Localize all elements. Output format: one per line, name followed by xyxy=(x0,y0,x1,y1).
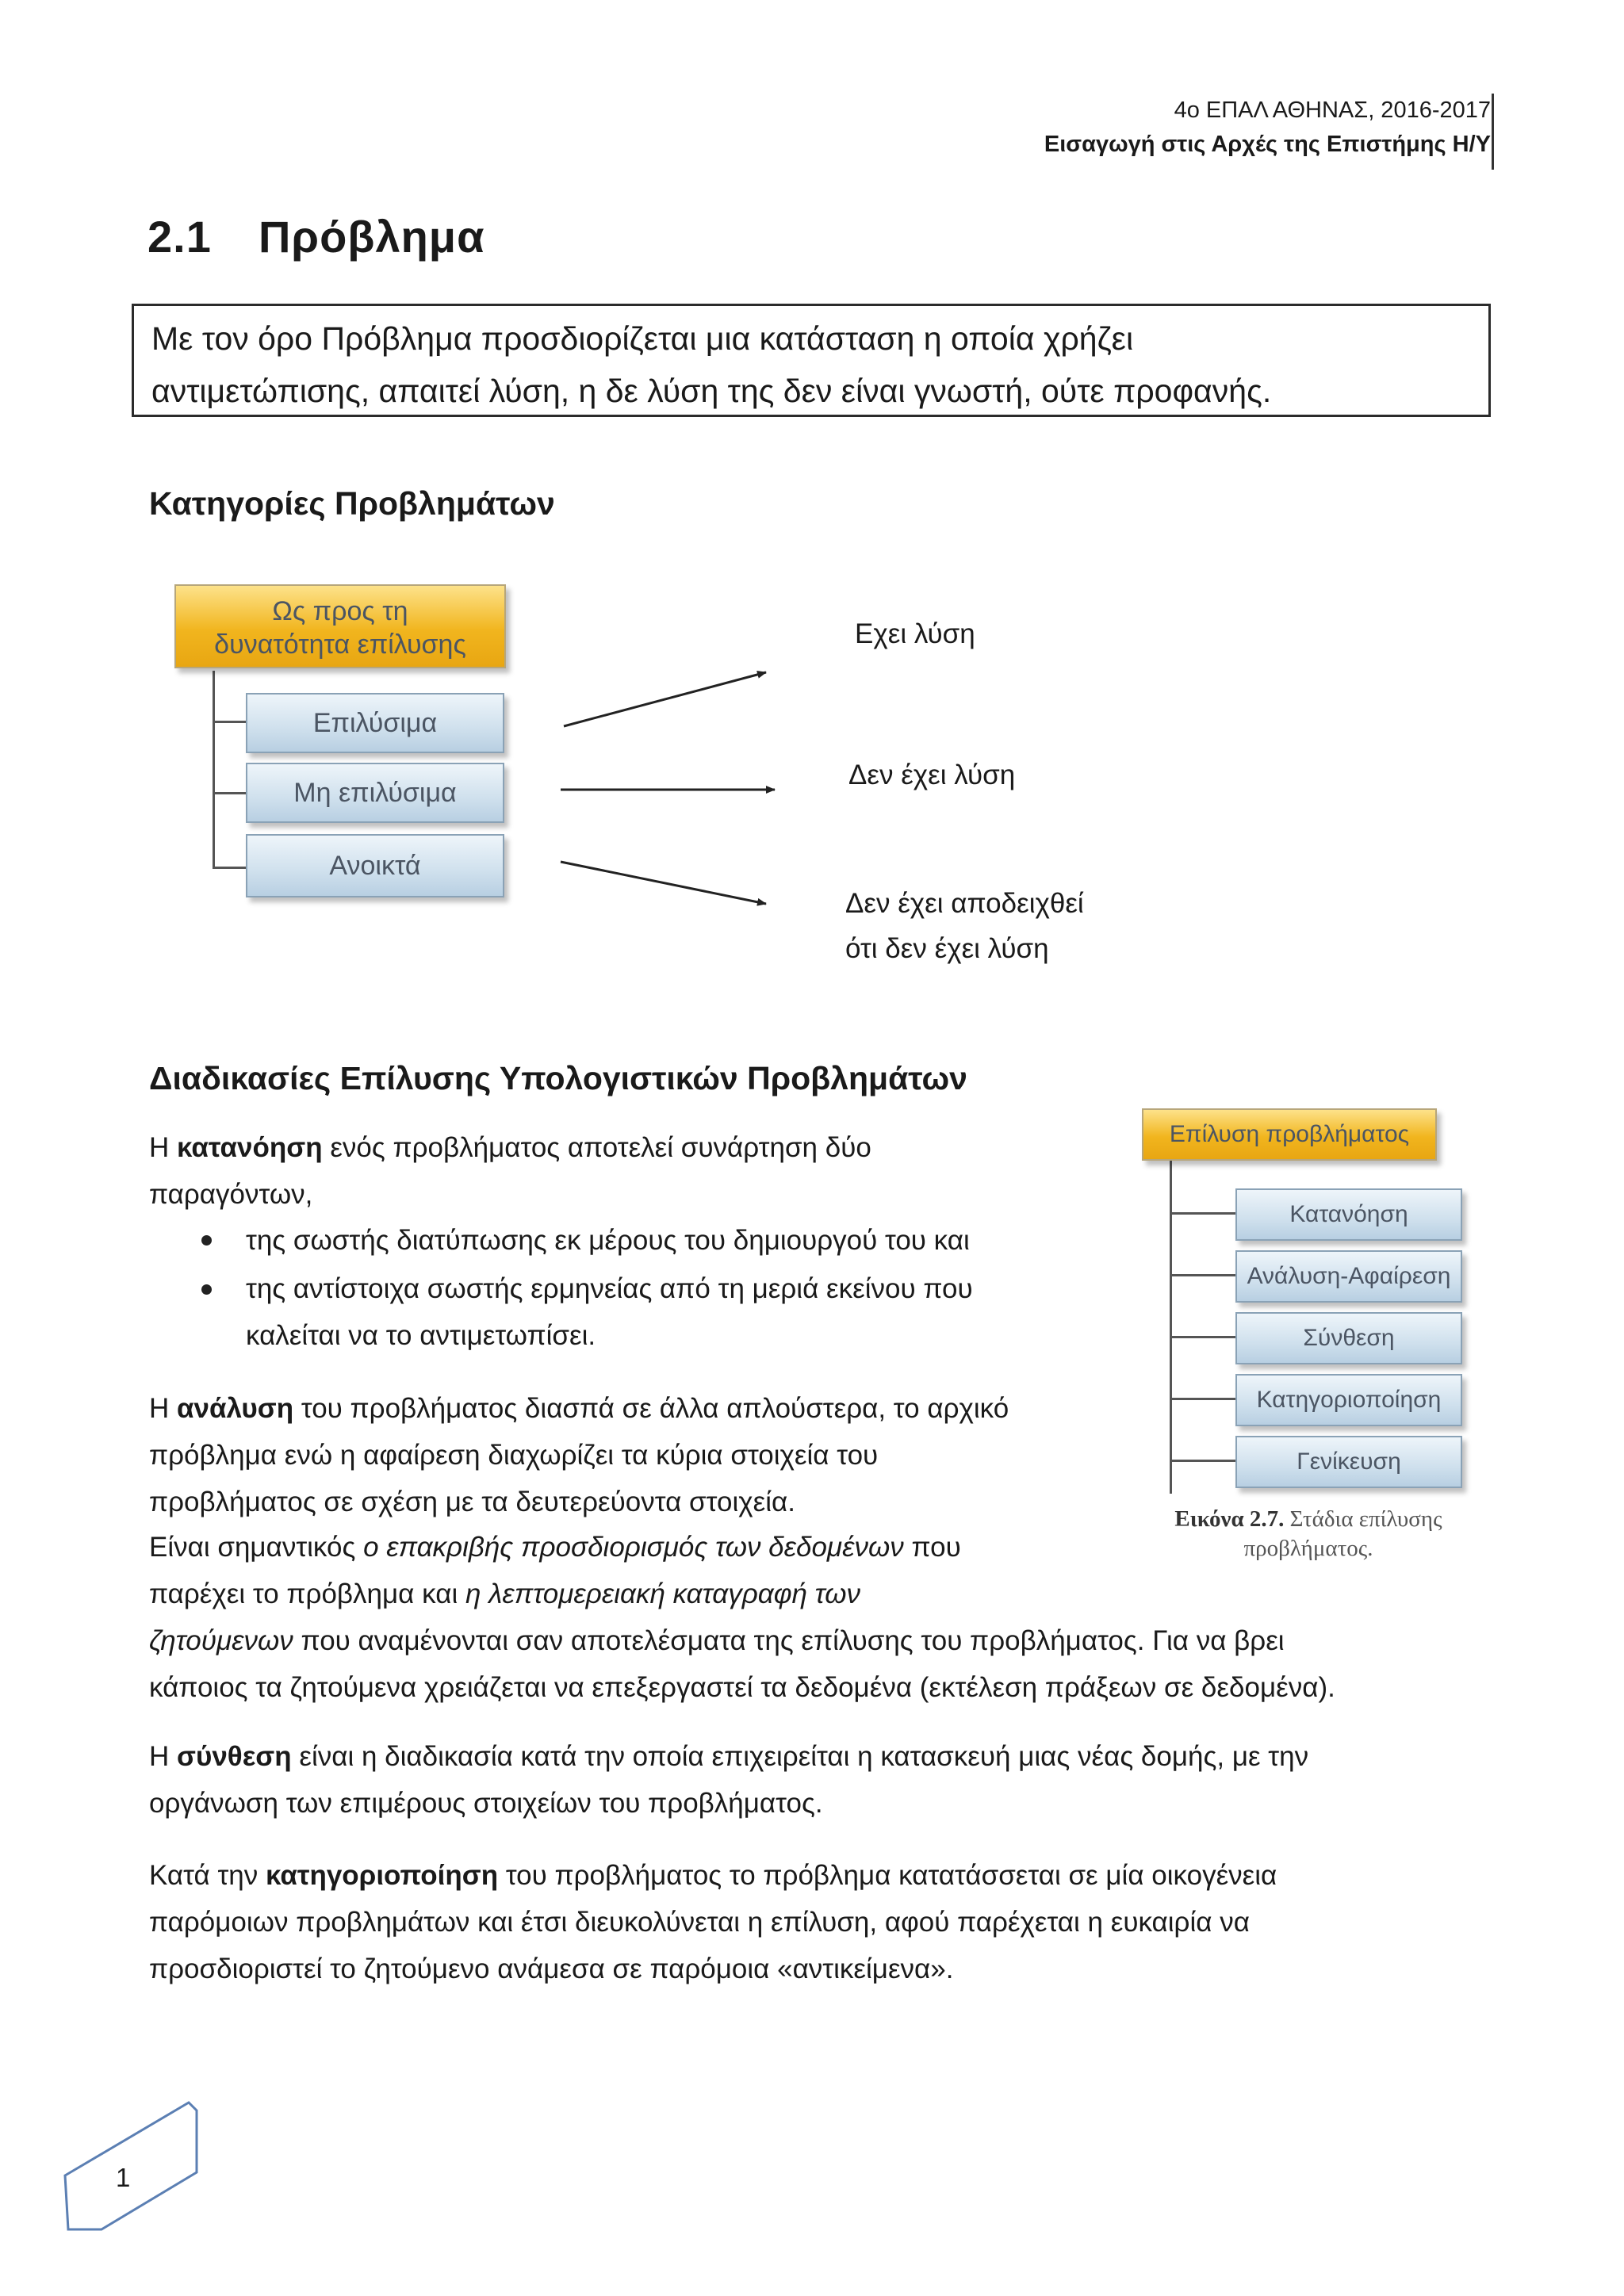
term-categorization: κατηγοριοποίηση xyxy=(265,1860,499,1891)
figure-stage-box: Κατηγοριοποίηση xyxy=(1235,1374,1462,1426)
arrow-open xyxy=(561,862,766,904)
tree-branch xyxy=(1170,1212,1236,1215)
tree-branch xyxy=(1170,1336,1236,1338)
category-root-line-2: δυνατότητα επίλυσης xyxy=(214,629,466,660)
paragraph-data: Είναι σημαντικός ο επακριβής προσδιορισμός των δεδομένων που παρέχει το πρόβλημα και η λεπτομερειακή καταγραφή των ζητούμενων που αναμένονται σαν αποτελέσματα της επίλυσης του προβλήματος. Για να βρει κάποιος τα ζητούμενα χρειάζεται να επεξεργαστεί τα δεδομένα (εκτέλεση πράξεων σε δεδομένα). xyxy=(149,1532,1335,1703)
bullet-item-1: της σωστής διατύπωσης εκ μέρους του δημιουργού του και xyxy=(246,1225,970,1256)
bullet-dot xyxy=(201,1284,212,1295)
bullet-item-2: της αντίστοιχα σωστής ερμηνείας από τη μεριά εκείνου που καλείται να το αντιμετωπίσει. xyxy=(246,1273,973,1351)
definition-line-1: Με τον όρο Πρόβλημα προσδιορίζεται μια κατάσταση η οποία χρήζει xyxy=(151,320,1134,357)
bullet-dot xyxy=(201,1235,212,1246)
figure-stage-box: Σύνθεση xyxy=(1235,1312,1462,1364)
tree-trunk xyxy=(1170,1158,1172,1494)
figure-caption: Εικόνα 2.7. Στάδια επίλυσης προβλήματος. xyxy=(1174,1506,1442,1561)
process-heading: Διαδικασίες Επίλυσης Υπολογιστικών Προβλημάτων xyxy=(149,1060,967,1096)
term-analysis: ανάλυση xyxy=(177,1393,294,1424)
page-number-badge xyxy=(56,2093,206,2236)
figure-stage-box: Γενίκευση xyxy=(1235,1436,1462,1488)
category-unsolvable-box: Μη επιλύσιμα xyxy=(246,763,504,823)
answer-no-solution: Δεν έχει λύση xyxy=(848,760,1016,790)
tree-branch xyxy=(1170,1460,1236,1462)
figure-root-box: Επίλυση προβλήματος xyxy=(1142,1108,1437,1161)
answer-not-proven-line-2: ότι δεν έχει λύση xyxy=(845,933,1049,964)
term-understanding: κατανόηση xyxy=(177,1132,323,1163)
answer-has-solution: Εχει λύση xyxy=(855,618,975,649)
term-synthesis: σύνθεση xyxy=(177,1741,292,1772)
tree-branch xyxy=(1170,1398,1236,1400)
category-root-line-1: Ως προς τη xyxy=(272,596,408,626)
figure-caption-label: Εικόνα 2.7. xyxy=(1174,1506,1285,1532)
paragraph-categorization: Κατά την κατηγοριοποίηση του προβλήματος το πρόβλημα κατατάσσεται σε μία οικογένεια παρόμοιων προβλημάτων και έτσι διευκολύνεται η επίλυση, αφού παρέχεται η ευκαιρία να προσδιοριστεί το ζητούμενο ανάμεσα σε παρόμοια «αντικείμενα». xyxy=(149,1860,1277,1984)
section-number: 2.1 xyxy=(147,212,212,262)
header-school: 4ο ΕΠΑΛ ΑΘΗΝΑΣ, 2016-2017 xyxy=(1174,98,1491,123)
page-number: 1 xyxy=(116,2163,131,2192)
answer-not-proven xyxy=(845,881,1084,971)
category-solvable-box: Επιλύσιμα xyxy=(246,693,504,753)
section-name: Πρόβλημα xyxy=(258,212,485,262)
figure-stage-box: Κατανόηση xyxy=(1235,1188,1462,1241)
figure-stage-box: Ανάλυση-Αφαίρεση xyxy=(1235,1250,1462,1303)
arrow-solvable xyxy=(564,672,766,726)
figure-solution-stages xyxy=(1137,1102,1480,1578)
paragraph-synthesis: Η σύνθεση είναι η διαδικασία κατά την οποία επιχειρείται η κατασκευή μιας νέας δομής, με την οργάνωση των επιμέρους στοιχείων του προβλήματος. xyxy=(149,1741,1309,1819)
definition-line-2: αντιμετώπισης, απαιτεί λύση, η δε λύση της δεν είναι γνωστή, ούτε προφανής. xyxy=(151,373,1272,409)
paragraph-understanding: Η κατανόηση ενός προβλήματος αποτελεί συνάρτηση δύο παραγόντων, xyxy=(149,1132,871,1210)
tree-branch xyxy=(1170,1274,1236,1276)
category-open-box: Ανοικτά xyxy=(246,834,504,897)
header-course: Εισαγωγή στις Αρχές της Επιστήμης Η/Υ xyxy=(1044,132,1491,157)
paragraph-analysis: Η ανάλυση του προβλήματος διασπά σε άλλα απλούστερα, το αρχικό πρόβλημα ενώ η αφαίρεση διαχωρίζει τα κύρια στοιχεία του προβλήματος σε σχέση με τα δευτερεύοντα στοιχεία. xyxy=(149,1393,1009,1517)
answer-not-proven-line-1: Δεν έχει αποδειχθεί xyxy=(845,888,1084,919)
categories-heading: Κατηγορίες Προβλημάτων xyxy=(149,485,555,522)
